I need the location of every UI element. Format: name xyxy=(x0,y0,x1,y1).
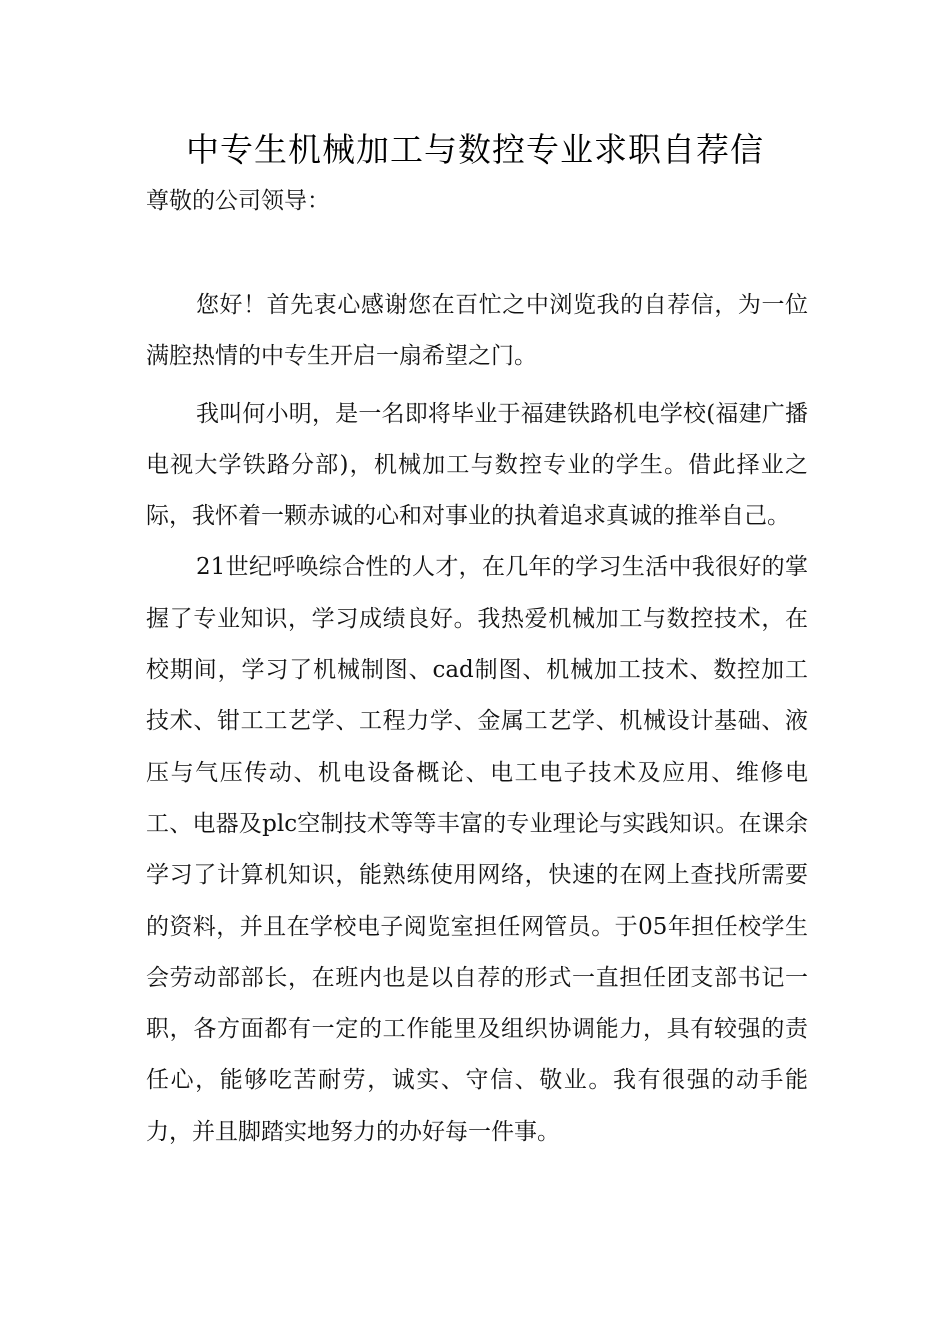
paragraph-greeting: 您好！首先衷心感谢您在百忙之中浏览我的自荐信，为一位满腔热情的中专生开启一扇希望之门。 xyxy=(146,292,808,370)
letter-body xyxy=(146,280,808,1158)
document-title: 中专生机械加工与数控专业求职自荐信 xyxy=(186,130,764,169)
paragraph-introduction: 我叫何小明，是一名即将毕业于福建铁路机电学校(福建广播电视大学铁路分部)，机械加工与数控专业的学生。借此择业之际，我怀着一颗赤诚的心和对事业的执着追求真诚的推举自己。 xyxy=(146,400,808,530)
salutation: 尊敬的公司领导： xyxy=(146,188,330,214)
paragraph-qualifications: 21世纪呼唤综合性的人才，在几年的学习生活中我很好的掌握了专业知识，学习成绩良好。我热爱机械加工与数控技术，在校期间，学习了机械制图、cad制图、机械加工技术、数控加工技术、钳工工艺学、工程力学、金属工艺学、机械设计基础、液压与气压传动、机电设备概论、电工电子技术及应用、维修电工、电器及plc空制技术等等丰富的专业理论与实践知识。在课余学习了计算机知识，能熟练使用网络，快速的在网上查找所需要的资料，并且在学校电子阅览室担任网管员。于05年担任校学生会劳动部部长，在班内也是以自荐的形式一直担任团支部书记一职，各方面都有一定的工作能里及组织协调能力，具有较强的责任心，能够吃苦耐劳，诚实、守信、敬业。我有很强的动手能力，并且脚踏实地努力的办好每一件事。 xyxy=(146,554,808,1145)
